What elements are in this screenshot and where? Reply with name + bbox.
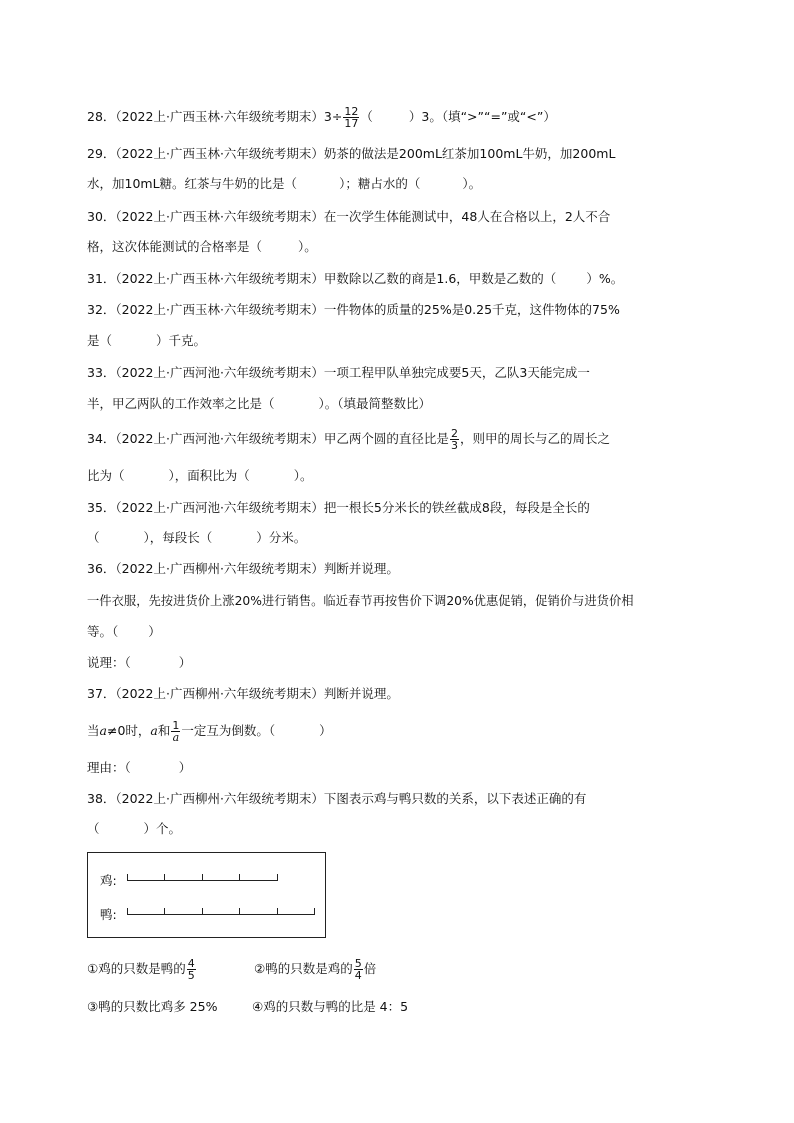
question-source: （2022上·广西河池·六年级统考期末） [115, 431, 324, 446]
line-segment-diagram [87, 852, 326, 938]
fraction: $\frac{4}{5}$ [187, 957, 195, 982]
question-34-line2: 比为（ ），面积比为（ ）。 [87, 468, 313, 483]
fraction: $\frac{5}{4}$ [354, 957, 362, 982]
question-number: 37． [87, 686, 116, 701]
question-source: （2022上·广西玉林·六年级统考期末） [115, 146, 324, 161]
question-28: 28．（2022上·广西玉林·六年级统考期末）3÷ $\frac{12}{17}$ （ ）3。（填“>”“=”或“<”） [87, 105, 556, 130]
question-38-line2: （ ）个。 [87, 821, 182, 836]
question-number: 31． [87, 271, 116, 286]
question-source: （2022上·广西河池·六年级统考期末） [115, 365, 324, 380]
question-33-line2: 半，甲乙两队的工作效率之比是（ ）。（填最简整数比） [87, 396, 432, 411]
question-source: （2022上·广西柳州·六年级统考期末） [115, 791, 324, 806]
question-number: 29． [87, 146, 116, 161]
question-source: （2022上·广西玉林·六年级统考期末） [115, 109, 324, 124]
question-36-line4: 说理：（ ） [87, 655, 192, 670]
question-30: 30．（2022上·广西玉林·六年级统考期末）在一次学生体能测试中，48人在合格以上，2人不合 [87, 209, 611, 224]
duck-tick [164, 908, 165, 915]
fraction: $\frac{2}{3}$ [450, 427, 458, 452]
question-source: （2022上·广西柳州·六年级统考期末） [115, 561, 324, 576]
question-37-line3: 理由：（ ） [87, 760, 192, 775]
question-36-line3: 等。（ ） [87, 624, 161, 639]
question-source: （2022上·广西玉林·六年级统考期末） [115, 302, 324, 317]
question-number: 30． [87, 209, 116, 224]
question-35: 35．（2022上·广西河池·六年级统考期末）把一根长5分米长的铁丝截成8段，每段是全长的 [87, 500, 590, 515]
chicken-label: 鸡: [100, 873, 117, 888]
fraction: $\frac{12}{17}$ [344, 105, 359, 130]
option-3: ③鸭的只数比鸡多 25% [87, 999, 218, 1014]
chicken-tick [164, 874, 165, 881]
duck-tick [202, 908, 203, 915]
question-37-line2: 当a≠0时，a和 $\frac{1}{a}$ 一定互为倒数。（ ） [87, 719, 332, 744]
question-37: 37．（2022上·广西柳州·六年级统考期末）判断并说理。 [87, 686, 399, 701]
duck-tick [239, 908, 240, 915]
question-31: 31．（2022上·广西玉林·六年级统考期末）甲数除以乙数的商是1.6，甲数是乙数的（ ）%。 [87, 271, 624, 286]
option-2: ②鸭的只数是鸡的 $\frac{5}{4}$ 倍 [254, 957, 377, 982]
question-32-line2: 是（ ）千克。 [87, 333, 207, 348]
question-number: 36． [87, 561, 116, 576]
duck-tick [277, 908, 278, 915]
question-38: 38．（2022上·广西柳州·六年级统考期末）下图表示鸡与鸭只数的关系，以下表述正确的有 [87, 791, 587, 806]
question-source: （2022上·广西玉林·六年级统考期末） [115, 271, 324, 286]
question-35-line2: （ ），每段长（ ）分米。 [87, 530, 307, 545]
duck-label: 鸭: [100, 907, 117, 922]
question-34: 34．（2022上·广西河池·六年级统考期末）甲乙两个圆的直径比是 $\frac{2}{3}$ ，则甲的周长与乙的周长之 [87, 427, 610, 452]
chicken-tick [127, 874, 128, 881]
question-number: 34． [87, 431, 116, 446]
chicken-tick [277, 874, 278, 881]
question-source: （2022上·广西柳州·六年级统考期末） [115, 686, 324, 701]
question-number: 32． [87, 302, 116, 317]
duck-tick [127, 908, 128, 915]
question-36: 36．（2022上·广西柳州·六年级统考期末）判断并说理。 [87, 561, 399, 576]
option-4: ④鸡的只数与鸭的比是 4：5 [252, 999, 409, 1014]
question-source: （2022上·广西玉林·六年级统考期末） [115, 209, 324, 224]
question-number: 33． [87, 365, 116, 380]
chicken-tick [202, 874, 203, 881]
fraction: $\frac{1}{a}$ [172, 719, 180, 744]
question-29-line2: 水，加10mL糖。红茶与牛奶的比是（ ）；糖占水的（ ）。 [87, 176, 482, 191]
question-number: 28． [87, 109, 116, 124]
question-number: 35． [87, 500, 116, 515]
question-29: 29．（2022上·广西玉林·六年级统考期末）奶茶的做法是200mL红茶加100mL牛奶，加200mL [87, 146, 616, 161]
question-source: （2022上·广西河池·六年级统考期末） [115, 500, 324, 515]
question-33: 33．（2022上·广西河池·六年级统考期末）一项工程甲队单独完成要5天，乙队3天能完成一 [87, 365, 590, 380]
question-36-line2: 一件衣服，先按进货价上涨20%进行销售。临近春节再按售价下调20%优惠促销，促销价与进货价相 [87, 594, 634, 608]
question-32: 32．（2022上·广西玉林·六年级统考期末）一件物体的质量的25%是0.25千克，这件物体的75% [87, 302, 620, 317]
question-30-line2: 格，这次体能测试的合格率是（ ）。 [87, 239, 317, 254]
duck-tick [314, 908, 315, 915]
chicken-tick [239, 874, 240, 881]
option-1: ①鸡的只数是鸭的 $\frac{4}{5}$ [87, 957, 195, 982]
question-number: 38． [87, 791, 116, 806]
duck-bar [127, 908, 314, 915]
